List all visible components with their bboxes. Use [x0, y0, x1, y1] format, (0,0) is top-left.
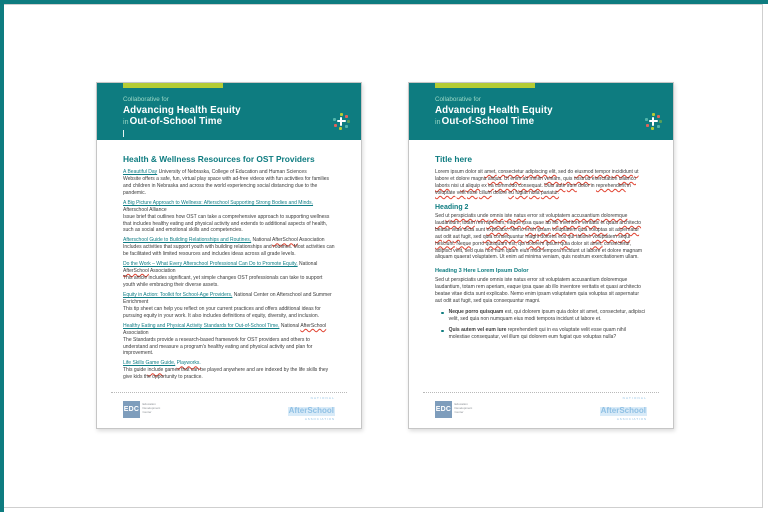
entry-description: This tip sheet can help you reflect on your current practices and offers additional ideas for pursuing equity in your work. It also includes definitions of equity, diversity, and inclusion. — [123, 305, 321, 319]
resource-entry — [123, 200, 335, 234]
document-page-template[interactable] — [408, 82, 674, 429]
page-body — [97, 140, 361, 392]
misspelled-word: fugiat — [515, 189, 528, 196]
misspelled-word: voluptas — [588, 226, 608, 233]
page-header — [409, 83, 673, 140]
misspelled-word: ipsam — [537, 226, 551, 233]
document-link[interactable]: Afterschool Guide to Building Relationships and Routines, — [123, 237, 252, 244]
misspelled-word: ullamco — [618, 175, 636, 182]
lorem-paragraph-3: Sed ut perspiciatis unde omnis iste natus error sit voluptatem accusantium doloremque laudantium, totam rem aperiam, eaque ipsa quae ab illo inventore veritatis et quasi architecto beatae vitae dicta sunt explicabo. Nemo enim ipsam voluptatem quia voluptas sit aspernatur aut odit aut fugit, sed quia consequuntur magni. — [435, 276, 641, 304]
afterschool-association-logo: NATIONAL AfterSchool ASSOCIATION — [600, 395, 647, 421]
page-header — [97, 83, 361, 140]
document-link[interactable]: A Beautiful Day — [123, 169, 158, 176]
misspelled-word: AfterSchool — [272, 237, 298, 244]
misspelled-word: nesciunt. — [435, 240, 456, 247]
bullet-marker — [441, 312, 444, 315]
document-link[interactable]: Do the Work – What Every Afterschool Professional Can Do to Promote Equity, — [123, 261, 298, 268]
document-link[interactable]: A Big Picture Approach to Wellness: Afterschool Supporting Strong Bodies and Minds, — [123, 199, 314, 206]
misspelled-word: totam — [462, 220, 475, 227]
misspelled-word: quia — [560, 240, 570, 247]
misspelled-word: unde — [477, 213, 489, 220]
entry-heading: A Big Picture Approach to Wellness: Afterschool Supporting Strong Bodies and Minds, Afterschool Alliance — [123, 199, 314, 213]
edc-logo-mark: EDC — [123, 401, 140, 418]
misspelled-word: nostrud — [573, 175, 591, 182]
misspelled-word: quia — [482, 233, 493, 240]
misspelled-word: laboris — [435, 182, 450, 189]
brand-title-line2: Out-of-School Time — [129, 116, 223, 128]
misspelled-word: voluptatem — [545, 213, 571, 220]
entry-heading: Do the Work – What Every Afterschool Professional Can Do to Promote Equity, National AfterSchool Association — [123, 261, 318, 275]
brand-title-line1: Advancing Health Equity — [123, 104, 241, 116]
misspelled-word: quia — [577, 226, 588, 233]
misspelled-word: consectetur — [498, 169, 524, 176]
heading-3: Heading 3 Here Lorem Ipsum Dolor — [435, 268, 529, 275]
misspelled-word: sequi — [618, 233, 631, 240]
edc-logo — [123, 401, 160, 418]
entry-description: This article includes significant, yet simple changes OST professionals can take to support youth while embracing their diverse assets. — [123, 275, 323, 288]
page-footer — [111, 392, 347, 428]
misspelled-word: laudantium, — [435, 220, 461, 227]
misspelled-word: enim — [510, 175, 522, 182]
misspelled-word: consequuntur — [493, 233, 524, 240]
misspelled-word: elit, — [548, 169, 557, 176]
brand-title — [435, 105, 673, 128]
misspelled-word: consequat. — [518, 182, 543, 189]
misspelled-word: aut — [435, 233, 442, 240]
entry-heading: Equity in Action: Toolkit for School-Age Providers, National Center on Afterschool and Summer Enrichment — [123, 292, 332, 305]
entry-heading: Afterschool Guide to Building Relationships and Routines, National AfterSchool Association — [123, 237, 325, 244]
edc-logo — [435, 401, 472, 418]
text-cursor — [123, 130, 124, 137]
misspelled-word: nulla — [528, 189, 540, 196]
misspelled-word: enim — [525, 226, 536, 233]
entry-description: Includes activities that support youth with building relationships and routines. Most activities can be facilitated with limited resources and includes ideas across all grade levels. — [123, 244, 335, 258]
misspelled-word: commodo — [495, 182, 518, 189]
brand-eyebrow: Collaborative for — [435, 96, 481, 103]
misspelled-word: inventore — [559, 220, 581, 227]
misspelled-word: ut — [634, 169, 639, 176]
misspelled-word: amet, — [484, 169, 497, 176]
misspelled-word: voluptate — [435, 189, 456, 196]
misspelled-word: eiusmod — [574, 169, 594, 176]
document-page-resources[interactable] — [96, 82, 362, 429]
bullet-marker — [441, 330, 444, 333]
brand-title-line2: Out-of-School Time — [441, 116, 535, 128]
brand-title-line1: Advancing Health Equity — [435, 104, 553, 116]
misspelled-word: AfterSchool — [123, 268, 149, 275]
misspelled-word: perspiciatis — [450, 213, 476, 220]
entry-heading — [123, 360, 335, 367]
document-link[interactable]: Healthy Eating and Physical Activity Standards for Out-of-School Time, — [123, 322, 280, 329]
accent-bar — [435, 83, 535, 88]
misspelled-word: explicabo. — [486, 226, 509, 233]
document-link[interactable]: Equity in Action: Toolkit for School-Age Providers, — [123, 292, 233, 299]
misspelled-word: illo — [552, 220, 559, 227]
misspelled-word: est, — [508, 240, 517, 247]
heading-2: Heading 2 — [435, 203, 469, 211]
misspelled-word: veritatis — [581, 220, 600, 227]
frame-left-strip — [0, 0, 4, 512]
entry-description: Website offers a safe, fun, virtual play space with ad-free videos with fun activities for families and children in Nebraska and across the world experiencing social distancing due to the pandemic. — [123, 175, 330, 196]
edc-logo-mark: EDC — [435, 401, 452, 418]
misspelled-word: ipsa — [522, 220, 532, 227]
entry-description: This guide include games that can be played anywhere and are indexed by the life skills they give kids the opportunity to practice. — [123, 367, 329, 381]
misspelled-word: aperiam, — [486, 220, 506, 227]
entry-description: The Standards provide a research-based framework for OST providers and others to understand and measure a program's healthy eating and physical activity and plan for improvement. — [123, 336, 313, 357]
resource-entry — [123, 237, 335, 258]
misspelled-word: architecto — [619, 220, 642, 227]
misspelled-word: doloremque — [600, 213, 628, 220]
resource-entry — [123, 360, 335, 381]
misspelled-word: dolores — [540, 233, 557, 240]
misspelled-word: dolorem — [526, 240, 545, 247]
collaborative-plus-icon — [645, 113, 661, 129]
resource-entry — [123, 169, 335, 197]
misspelled-word: aliqua. — [487, 175, 503, 182]
page-body — [409, 140, 673, 392]
document-title: Health & Wellness Resources for OST Providers — [123, 154, 315, 164]
resource-entry — [123, 323, 335, 357]
brand-title — [123, 105, 361, 128]
misspelled-word: esse — [466, 189, 478, 196]
document-link[interactable]: Life Skills Game Guide, — [123, 360, 176, 367]
misspelled-word: quisquam — [485, 240, 508, 247]
frame-top-strip — [0, 0, 768, 4]
brand-title-line2-prefix: in — [435, 119, 441, 127]
collaborative-plus-icon — [333, 113, 349, 129]
resource-entry — [123, 292, 335, 320]
misspelled-word: eos — [558, 233, 567, 240]
document-link[interactable]: Playworks. — [176, 360, 201, 367]
lorem-paragraph-2: Sed ut perspiciatis unde omnis iste natus error sit voluptatem accusantium doloremque laudantium, totam rem aperiam, eaque ipsa quae ab illo inventore veritatis et quasi architecto beatae vitae dicta sunt explicabo. Nemo enim ipsam voluptatem quia voluptas sit aspernatur aut odit aut fugit, sed quia consequuntur magni dolores eos qui ratione voluptatem sequi nesciunt. Neque porro quisquam est, qui dolorem ipsum quia dolor sit amet, consectetur, adipisci velit, sed quia non num quam eius modi tempora incidunt ut labore et dolore magnam aliquam quaerat voluptatem. Ut enim ad minima veniam, quis nostrum exercitationem ullam. — [435, 213, 643, 261]
misspelled-word: AfterSchool — [300, 322, 327, 329]
misspelled-word: ut — [445, 213, 450, 220]
misspelled-word: Neque — [456, 240, 472, 247]
misspelled-word: natus — [513, 213, 526, 220]
page-footer — [423, 392, 659, 428]
misspelled-word: reprehenderit — [595, 182, 626, 189]
misspelled-word: quae — [532, 220, 544, 227]
misspelled-word: ea — [488, 182, 494, 189]
brand-title-line2-prefix: in — [123, 119, 129, 127]
misspelled-word: tempor — [594, 169, 611, 176]
misspelled-word: amet, — [590, 240, 603, 247]
bullet-item: Neque porro quisquam est, qui dolorem ipsum quia dolor sit amet, consectetur, adipisci velit, sed quia non numquam eius modi tempora incidunt ut labore et. — [441, 309, 647, 323]
document-title: Title here — [435, 154, 473, 164]
misspelled-word: aliquip — [465, 182, 481, 189]
misspelled-word: irure — [566, 182, 577, 189]
entry-heading: Healthy Eating and Physical Activity Standards for Out-of-School Time, National AfterSchool Association — [123, 322, 327, 336]
misspelled-word: eu — [508, 189, 514, 196]
misspelled-word: eaque — [507, 220, 521, 227]
misspelled-word: odit — [443, 233, 452, 240]
misspelled-word: ut — [460, 182, 465, 189]
bullet-item: Quis autem vel eum iure reprehenderit qui in ea voluptate velit esse quam nihil molestiae consequatur, vel illum qui dolorem eum fugiat quo voluptas nulla? — [441, 327, 647, 341]
misspelled-word: pariatur. — [540, 189, 560, 196]
misspelled-word: cillum — [478, 189, 492, 196]
entry-description: Issue brief that outlines how OST can take a comprehensive approach to supporting wellness that includes healthy eating and physical activity and extends to additional aspects of health, such as social and emotional skills and competencies. — [123, 213, 330, 234]
misspelled-word: voluptatem — [592, 233, 617, 240]
entry-heading: A Beautiful Day University of Nebraska, College of Education and Human Sciences — [123, 169, 307, 176]
misspelled-word: aute — [555, 182, 566, 189]
accent-bar — [123, 83, 223, 88]
afterschool-association-logo: NATIONAL AfterSchool ASSOCIATION — [288, 395, 335, 421]
edc-logo-text: Education Development Center — [142, 402, 161, 414]
brand-eyebrow: Collaborative for — [123, 96, 169, 103]
misspelled-word: aut — [452, 233, 460, 240]
misspelled-word: adipiscing — [525, 169, 548, 176]
misspelled-word: quis — [563, 175, 573, 182]
misspelled-word: omnis — [489, 213, 504, 220]
misspelled-word: accusantium — [571, 213, 600, 220]
misspelled-word: aspernatur — [615, 226, 640, 233]
misspelled-word: include — [147, 367, 164, 374]
misspelled-word: velit — [456, 189, 466, 196]
misspelled-word: incididunt — [611, 169, 633, 176]
misspelled-word: voluptatem — [552, 226, 577, 233]
edc-logo-text: Education Development Center — [454, 402, 473, 414]
misspelled-word: veniam, — [544, 175, 562, 182]
resource-entry — [123, 261, 335, 289]
lorem-paragraph-1: Lorem ipsum dolor sit amet, consectetur adipiscing elit, sed do eiusmod tempor incididunt ut labore et dolore magna aliqua. Ut enim ad minim veniam, quis nostrud exercitation ullamco laboris nisi ut aliquip ex ea commodo consequat. Duis aute irure dolor in reprehenderit in voluptate velit esse cillum dolore eu fugiat nulla pariatur. — [435, 169, 639, 196]
misspelled-word: magni — [525, 233, 539, 240]
misspelled-word: iste — [504, 213, 513, 220]
